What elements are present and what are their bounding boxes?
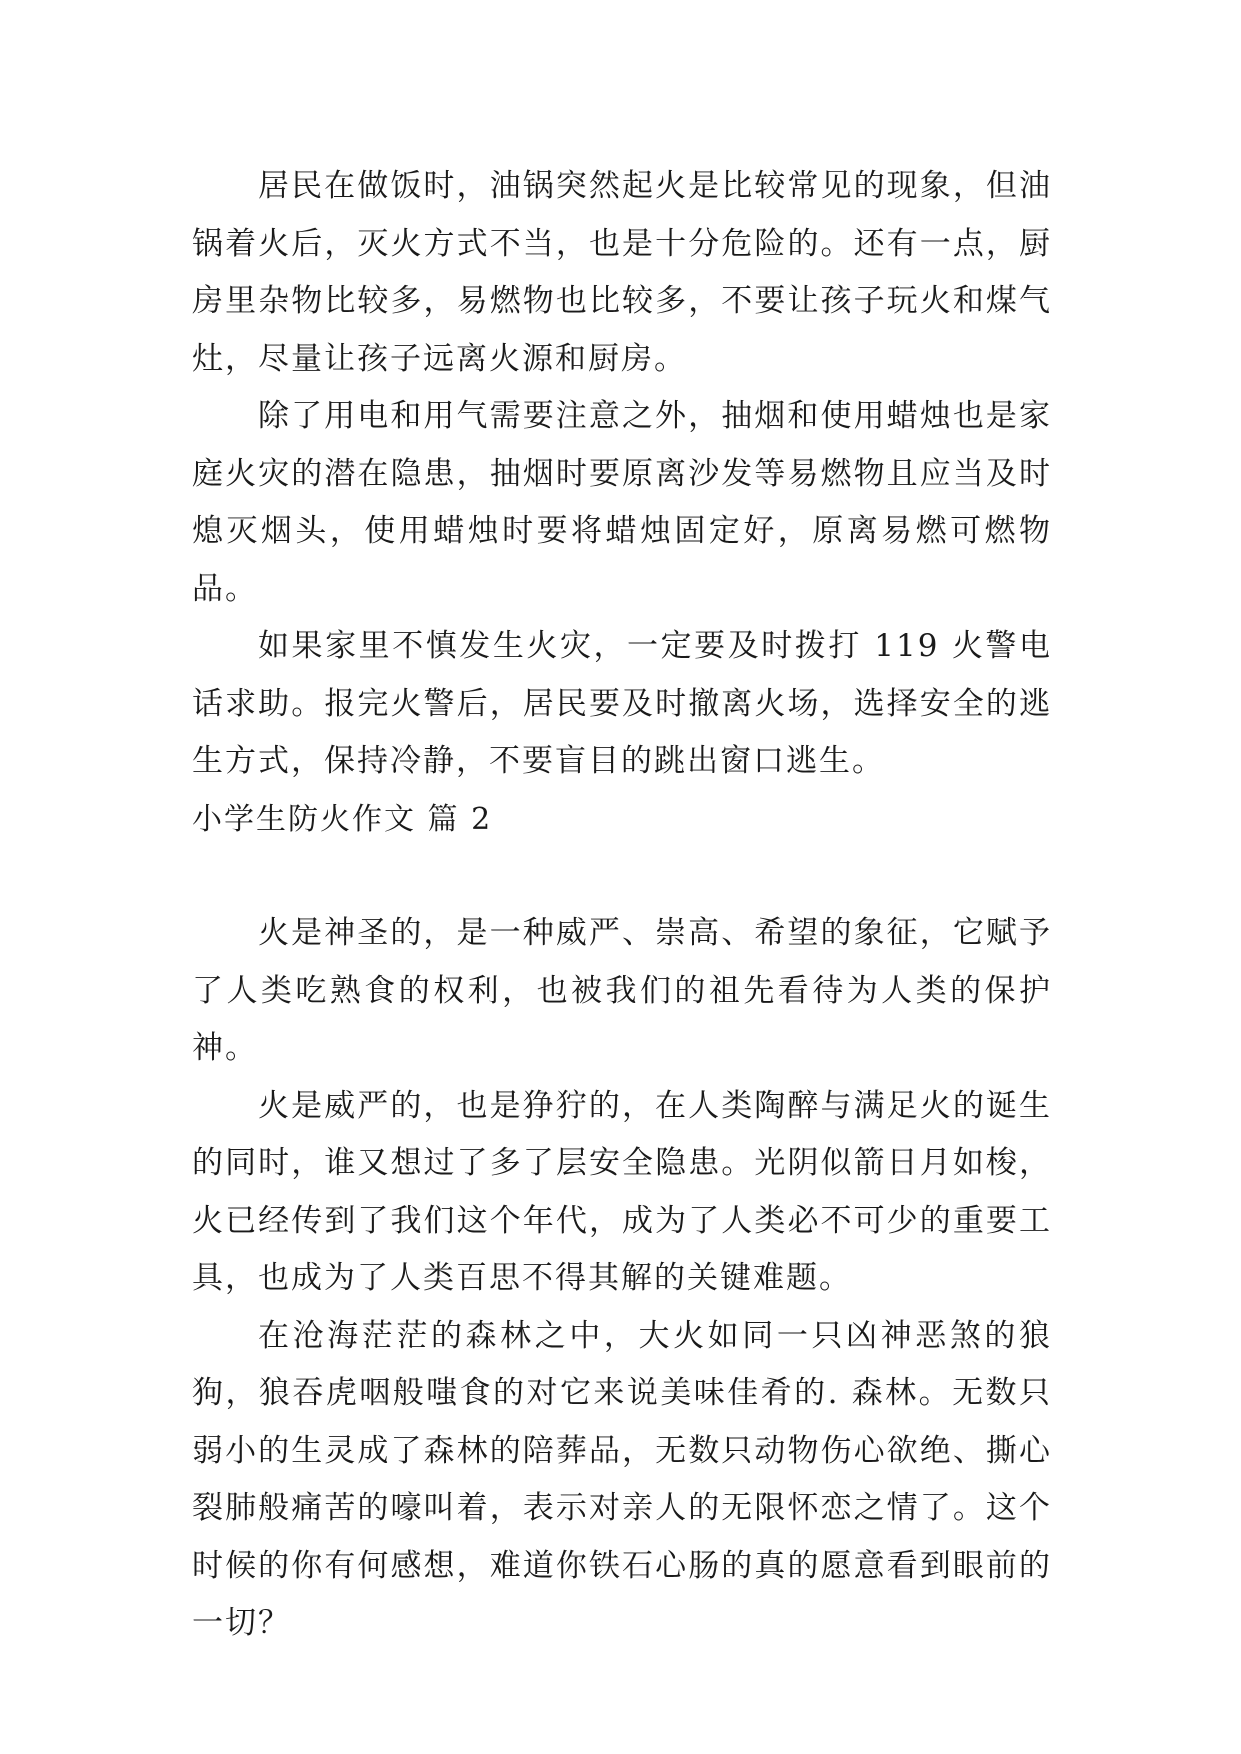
- paragraph: 如果家里不慎发生火灾，一定要及时拨打 119 火警电话求助。报完火警后，居民要及时撤离火场，选择安全的逃生方式，保持冷静，不要盲目的跳出窗口逃生。: [192, 628, 1052, 779]
- paragraph: 在沧海茫茫的森林之中，大火如同一只凶神恶煞的狼狗，狼吞虎咽般嗤食的对它来说美味佳肴的. 森林。无数只弱小的生灵成了森林的陪葬品，无数只动物伤心欲绝、撕心裂肺般痛苦的嚎叫着，表示对亲人的无限怀恋之情了。这个时候的你有何感想，难道你铁石心肠的真的愿意看到眼前的一切？: [192, 1317, 1052, 1641]
- document-body: [192, 158, 1052, 1653]
- paragraph: 火是威严的，也是狰狞的，在人类陶醉与满足火的诞生的同时，谁又想过了多了层安全隐患。光阴似箭日月如梭，火已经传到了我们这个年代，成为了人类必不可少的重要工具，也成为了人类百思不得其解的关键难题。: [192, 1087, 1052, 1296]
- section-title: 小学生防火作文 篇 2: [192, 801, 493, 837]
- paragraph: 除了用电和用气需要注意之外，抽烟和使用蜡烛也是家庭火灾的潜在隐患，抽烟时要原离沙发等易燃物且应当及时熄灭烟头，使用蜡烛时要将蜡烛固定好，原离易燃可燃物品。: [192, 398, 1052, 607]
- paragraph: 居民在做饭时，油锅突然起火是比较常见的现象，但油锅着火后，灭火方式不当，也是十分危险的。还有一点，厨房里杂物比较多，易燃物也比较多，不要让孩子玩火和煤气灶，尽量让孩子远离火源和厨房。: [192, 168, 1052, 377]
- blank-line: [192, 848, 1052, 905]
- paragraph: 火是神圣的，是一种威严、崇高、希望的象征，它赋予了人类吃熟食的权利，也被我们的祖先看待为人类的保护神。: [192, 915, 1052, 1066]
